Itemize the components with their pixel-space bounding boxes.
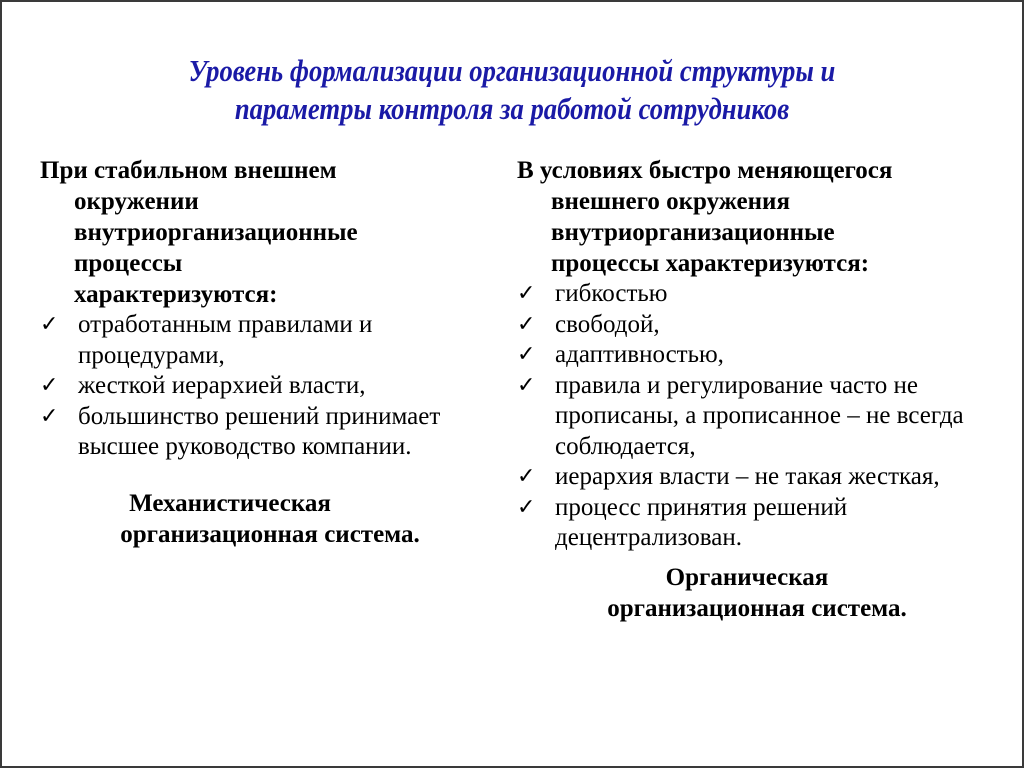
right-conclusion-line-1: Органическая: [665, 563, 829, 591]
left-heading-line-3: внутриорганизационные: [74, 219, 358, 246]
list-item: [517, 279, 997, 310]
list-item: [517, 371, 997, 463]
check-icon: ✓: [517, 494, 536, 520]
list-item-text: гибкостью: [555, 280, 668, 307]
left-list: [40, 310, 500, 463]
left-heading-line-2: окружении: [74, 188, 199, 215]
check-icon: ✓: [40, 373, 59, 398]
right-heading-line-3: внутриорганизационные: [551, 219, 835, 246]
list-item-text: иерархия власти – не такая жесткая,: [555, 463, 940, 490]
right-heading-line-4: процессы характеризуются:: [551, 250, 870, 277]
list-item-text: большинство решений принимает высшее руководство компании.: [78, 402, 441, 460]
check-icon: ✓: [40, 312, 59, 337]
right-conclusion: [517, 562, 997, 624]
left-heading-line-1: При стабильном внешнем: [40, 157, 337, 184]
right-list: [517, 279, 997, 554]
check-icon: ✓: [517, 281, 536, 306]
right-heading-line-2: внешнего окружения: [551, 188, 790, 215]
list-item: [517, 340, 997, 371]
left-conclusion-line-2: организационная система.: [120, 520, 420, 548]
right-conclusion-line-2: организационная система.: [607, 594, 907, 622]
check-icon: ✓: [517, 311, 536, 337]
left-column-mechanistic: [40, 155, 500, 550]
left-heading-line-4: процессы: [74, 250, 183, 277]
check-icon: ✓: [40, 403, 59, 429]
right-heading: [517, 155, 997, 279]
list-item-text: свободой,: [555, 310, 660, 338]
list-item: [40, 371, 500, 402]
right-heading-line-1: В условиях быстро меняющегося: [517, 157, 893, 184]
list-item-text: адаптивностью,: [555, 341, 724, 368]
check-icon: ✓: [517, 464, 536, 489]
check-icon: ✓: [517, 372, 536, 398]
list-item: [517, 493, 997, 554]
list-item-text: процесс принятия решений децентрализован.: [555, 493, 848, 551]
list-item: [40, 310, 500, 371]
left-conclusion-line-1: Механистическая: [129, 489, 331, 517]
list-item-text: жесткой иерархией власти,: [78, 372, 366, 399]
title-line-2: параметры контроля за работой сотрудников: [234, 91, 790, 126]
list-item: [517, 310, 997, 341]
right-column-organic: [517, 155, 997, 624]
left-heading: [40, 155, 500, 310]
check-icon: ✓: [517, 342, 536, 367]
list-item-text: правила и регулирование часто не прописаны, а прописанное – не всегда соблюдается,: [555, 371, 964, 460]
list-item-text: отработанным правилами и процедурами,: [78, 311, 373, 369]
left-conclusion: [40, 488, 500, 550]
list-item: [517, 462, 997, 493]
list-item: [40, 402, 500, 463]
slide-title: [73, 52, 950, 128]
title-line-1: Уровень формализации организационной структуры и: [188, 53, 836, 88]
left-heading-line-5: характеризуются:: [74, 281, 278, 308]
